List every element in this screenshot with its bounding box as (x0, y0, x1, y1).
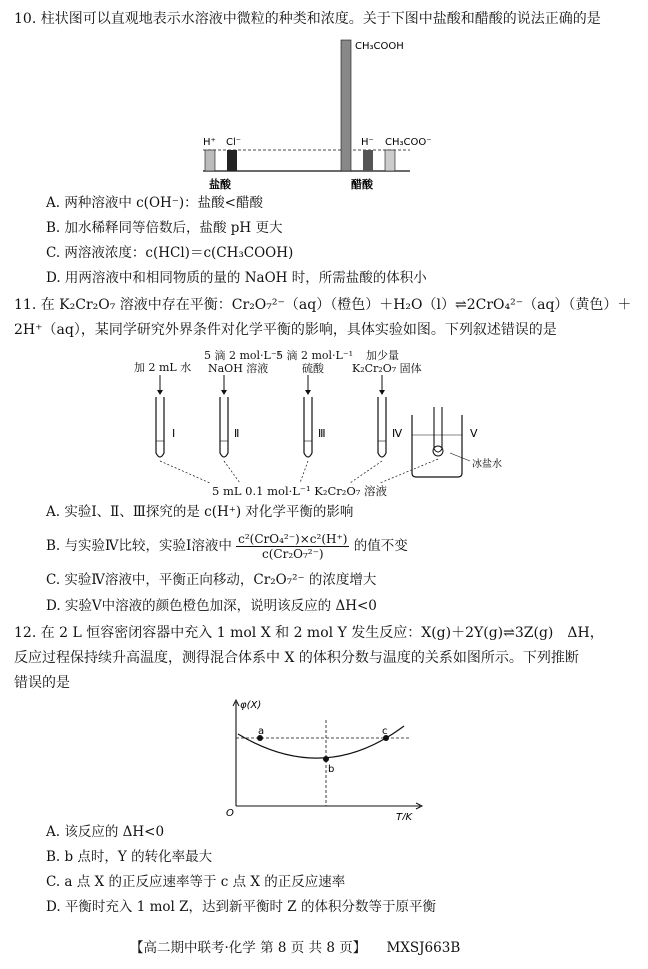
q11-experiment-figure (120, 345, 560, 500)
add-h2so4-label-1: 5 滴 2 mol·L⁻¹ (276, 349, 354, 362)
q10-bar-figure (195, 36, 445, 196)
q12-option-b: B. b 点时，Y 的转化率最大 (46, 849, 213, 865)
q11-option-c: C. 实验Ⅳ溶液中，平衡正向移动，Cr₂O₇²⁻ 的浓度增大 (46, 572, 377, 588)
q12-option-a: A. 该反应的 ΔH<0 (46, 824, 165, 840)
label-hac: 醋酸 (351, 178, 373, 191)
q12-stem-line1: 12. 在 2 L 恒容密闭容器中充入 1 mol X 和 2 mol Y 发生反应：X(g)＋2Y(g)⇌3Z(g) ΔH， (14, 625, 604, 641)
q11-option-b-suffix: 的值不变 (353, 538, 408, 554)
q12-option-d: D. 平衡时充入 1 mol Z，达到新平衡时 Z 的体积分数等于原平衡 (46, 899, 436, 915)
y-axis-label: φ(X) (240, 700, 262, 711)
label-ch3coo: CH₃COO⁻ (385, 137, 432, 148)
add-naoh-label-1: 5 滴 2 mol·L⁻¹ (204, 349, 282, 362)
q11-option-a: A. 实验Ⅰ、Ⅱ、Ⅲ探究的是 c(H⁺) 对化学平衡的影响 (46, 504, 354, 520)
q12-stem-line2: 反应过程保持续升高温度，测得混合体系中 X 的体积分数与温度的关系如图所示。下列推断 (14, 650, 579, 666)
page-footer: 【高二期中联考·化学 第 8 页 共 8 页】 MXSJ663B (130, 940, 461, 956)
tube-i-label: Ⅰ (172, 427, 176, 440)
q11-option-d: D. 实验Ⅴ中溶液的颜色橙色加深，说明该反应的 ΔH<0 (46, 598, 377, 614)
tube-iii-label: Ⅲ (318, 427, 326, 440)
point-a-label: a (258, 726, 265, 737)
solution-label: 5 mL 0.1 mol·L⁻¹ K₂Cr₂O₇ 溶液 (212, 484, 388, 498)
add-water-label: 加 2 mL 水 (134, 361, 192, 374)
origin-label: O (226, 808, 234, 819)
label-h-left: H⁺ (203, 137, 216, 148)
q12-stem-line3: 错误的是 (14, 675, 70, 691)
q10-option-a: A. 两种溶液中 c(OH⁻)：盐酸<醋酸 (46, 195, 263, 211)
q10-option-c: C. 两溶液浓度：c(HCl)＝c(CH₃COOH) (46, 245, 294, 261)
ratio-fraction (236, 532, 349, 561)
q10-stem: 10. 柱状图可以直观地表示水溶液中微粒的种类和浓度。关于下图中盐酸和醋酸的说法正确的是 (14, 11, 601, 27)
q10-option-d: D. 用两溶液中和相同物质的量的 NaOH 时，所需盐酸的体积小 (46, 270, 427, 286)
q12-option-c: C. a 点 X 的正反应速率等于 c 点 X 的正反应速率 (46, 874, 346, 890)
x-axis-label: T/K (396, 812, 413, 820)
label-ch3cooh: CH₃COOH (355, 41, 404, 52)
fraction-denominator: c(Cr₂O₇²⁻) (262, 547, 324, 561)
q12-graph (220, 690, 430, 820)
add-solid-label-2: K₂Cr₂O₇ 固体 (352, 362, 422, 375)
label-hcl: 盐酸 (209, 178, 231, 191)
add-solid-label-1: 加少量 (366, 349, 399, 362)
q11-stem-line1: 11. 在 K₂Cr₂O₇ 溶液中存在平衡：Cr₂O₇²⁻（aq）（橙色）＋H₂O（l）⇌2CrO₄²⁻（aq）（黄色）＋ (14, 297, 632, 313)
q11-option-b (46, 532, 408, 561)
ice-salt-label: 冰盐水 (472, 459, 502, 470)
tube-ii-label: Ⅱ (234, 427, 240, 440)
q10-option-b: B. 加水稀释同等倍数后，盐酸 pH 更大 (46, 220, 283, 236)
add-naoh-label-2: NaOH 溶液 (208, 362, 269, 375)
add-h2so4-label-2: 硫酸 (302, 362, 324, 375)
tube-iv-label: Ⅳ (392, 427, 403, 440)
label-cl: Cl⁻ (226, 137, 242, 148)
point-c-label: c (382, 726, 388, 737)
q11-stem-line2: 2H⁺（aq），某同学研究外界条件对化学平衡的影响，具体实验如图。下列叙述错误的是 (14, 322, 557, 338)
fraction-numerator: c²(CrO₄²⁻)×c²(H⁺) (238, 532, 348, 546)
label-h-right: H⁻ (361, 137, 374, 148)
q11-option-b-prefix: B. 与实验Ⅳ比较，实验Ⅰ溶液中 (46, 538, 232, 554)
point-b-label: b (328, 764, 335, 775)
beaker-v-label: Ⅴ (470, 427, 478, 440)
